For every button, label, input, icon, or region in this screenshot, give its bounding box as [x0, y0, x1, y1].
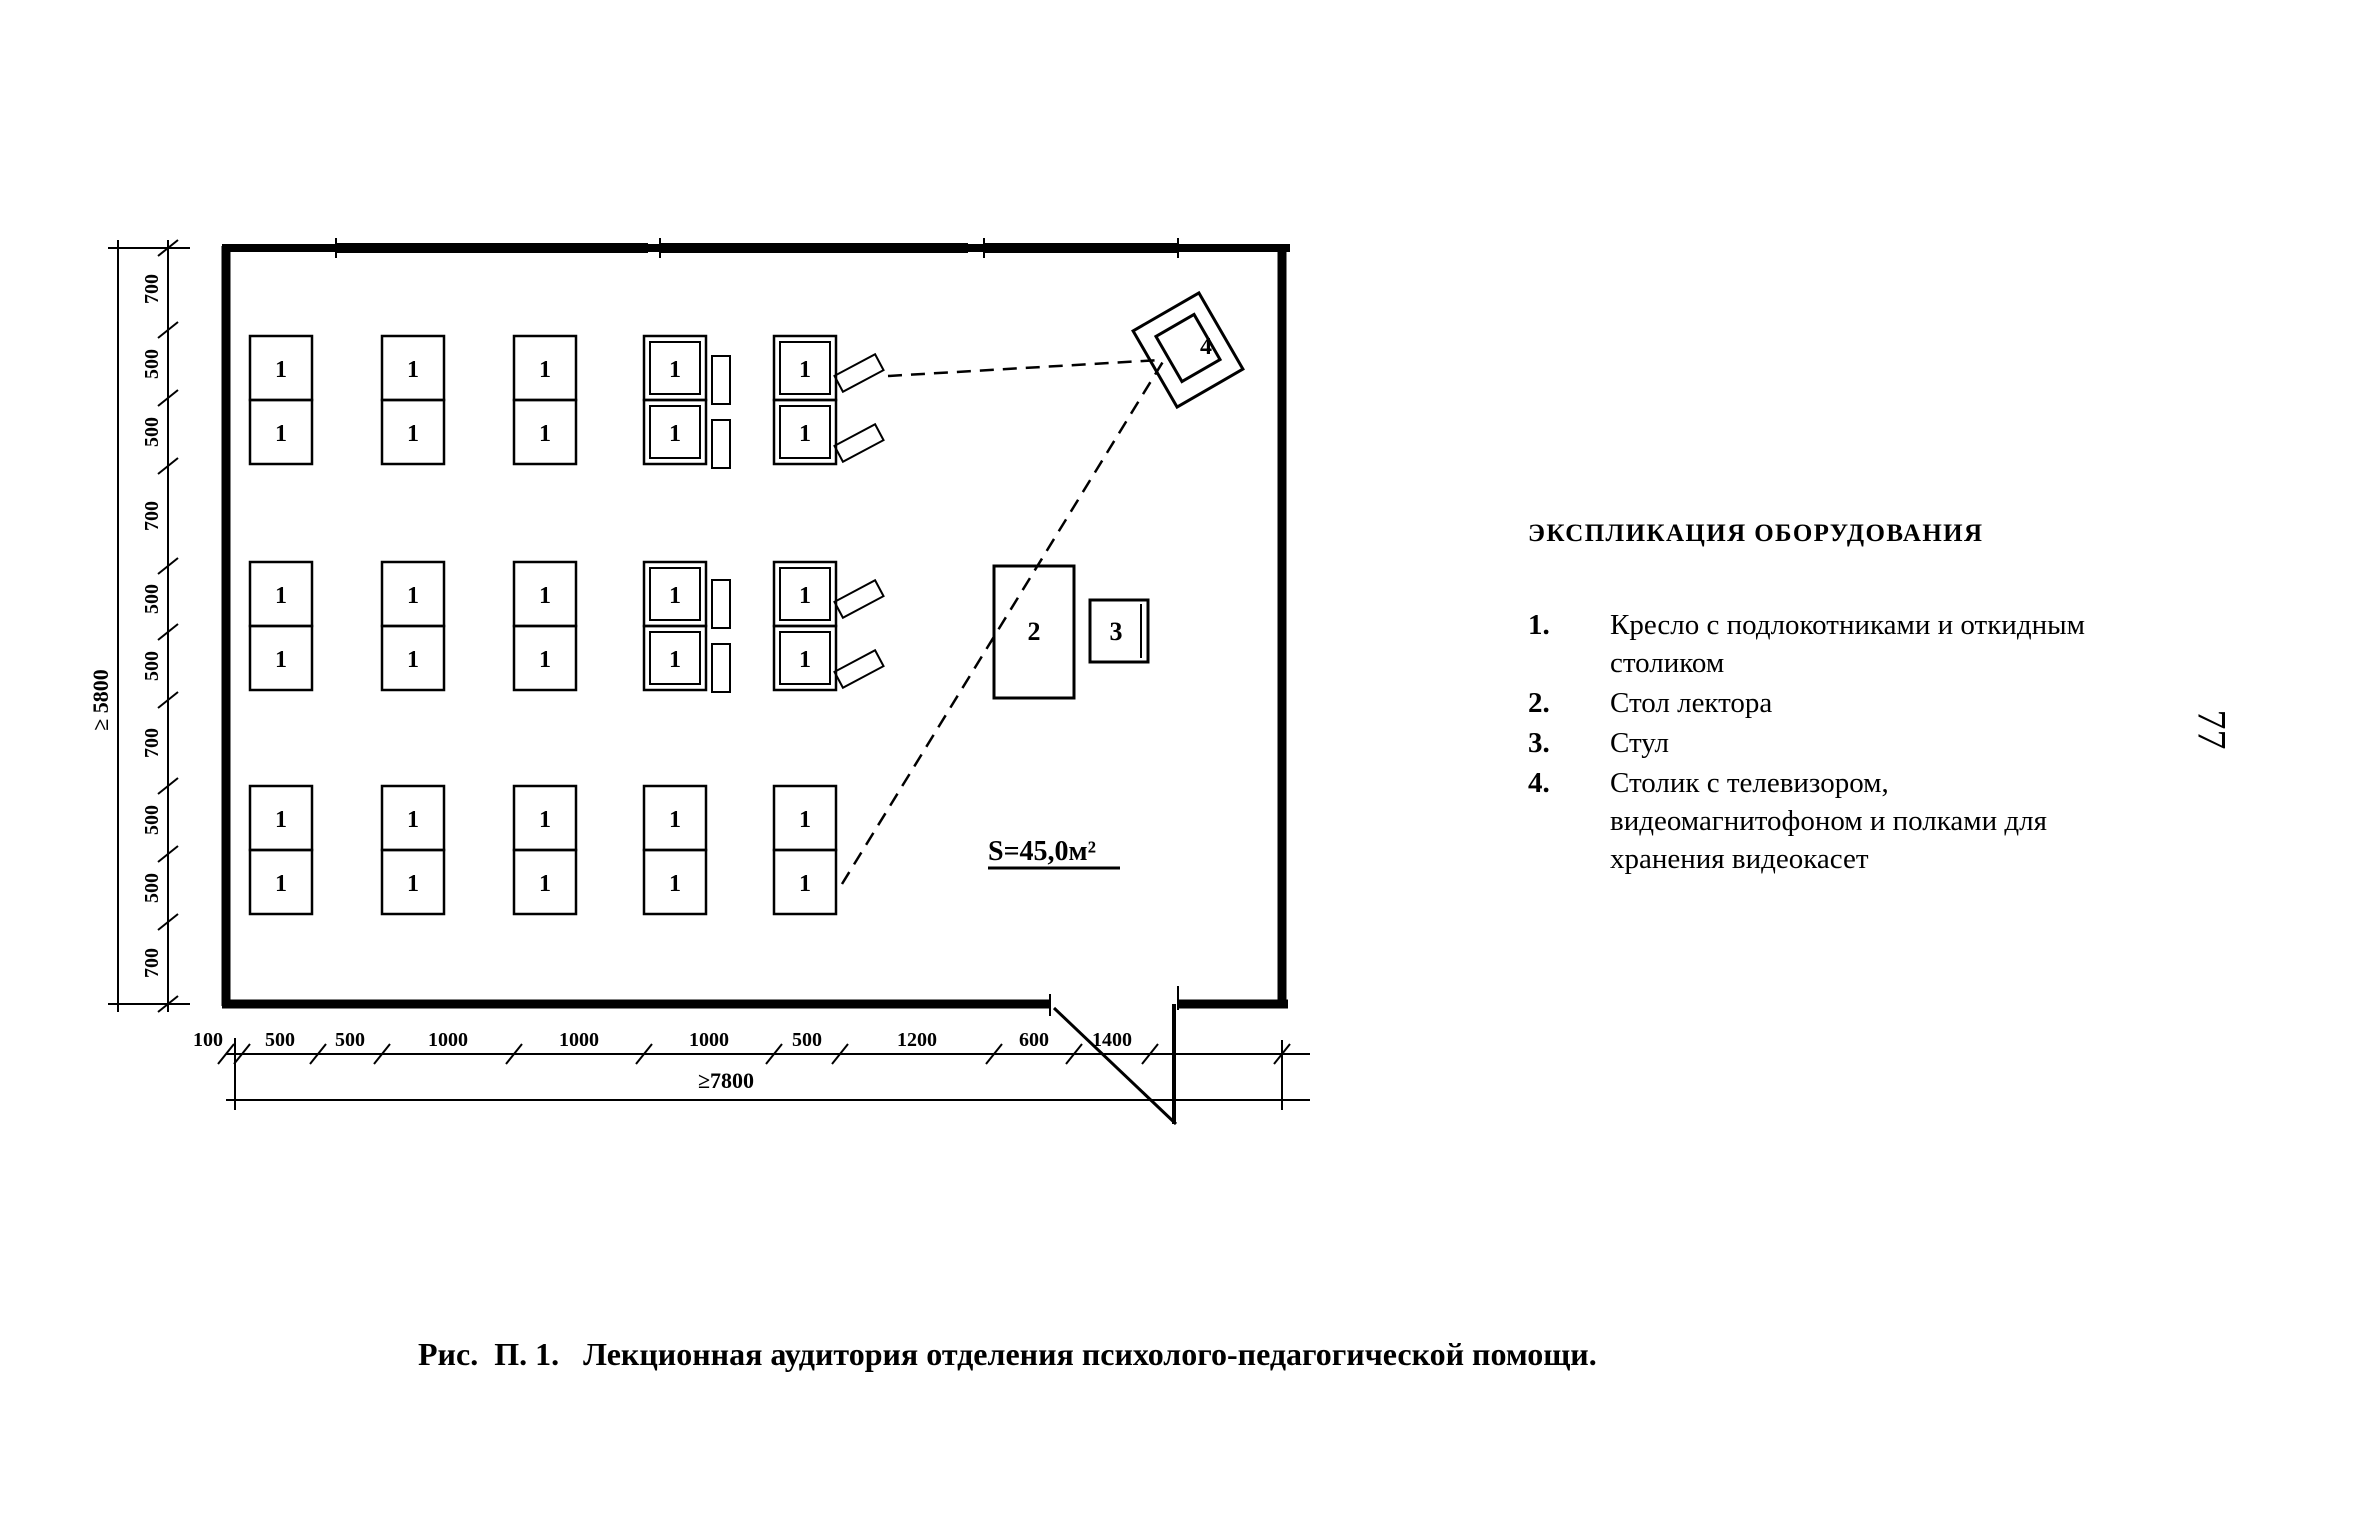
seat-label: 1: [669, 357, 681, 383]
dim-vertical-label: 500: [141, 349, 163, 379]
dim-horizontal-label: 500: [792, 1029, 822, 1051]
dim-horizontal-label: 500: [265, 1029, 295, 1051]
legend-item-number: 1.: [1528, 609, 1550, 641]
seat: [250, 562, 312, 626]
floor-plan: [0, 0, 1360, 1160]
seat-label: 1: [275, 647, 287, 673]
dim-left-total: ≥ 5800: [88, 669, 113, 731]
seat: [382, 562, 444, 626]
seat: [250, 400, 312, 464]
seat-label: 1: [275, 583, 287, 609]
dim-bottom-total: ≥7800: [697, 1068, 755, 1093]
legend-item-number: 2.: [1528, 687, 1550, 719]
seat: [774, 786, 836, 850]
seat-label: 1: [799, 421, 811, 447]
seat-label: 1: [539, 871, 551, 897]
legend-title: ЭКСПЛИКАЦИЯ ОБОРУДОВАНИЯ: [1528, 520, 1984, 547]
legend-item-number: 4.: [1528, 767, 1550, 799]
dim-vertical-label: 700: [141, 501, 163, 531]
seat: [382, 626, 444, 690]
seat-label: 1: [799, 583, 811, 609]
seat: [514, 400, 576, 464]
legend-item: [1528, 764, 2128, 878]
seat-label: 1: [275, 807, 287, 833]
seat: [644, 562, 706, 626]
seat-label: 1: [799, 871, 811, 897]
figure-caption: Рис. П. 1. Лекционная аудитория отделения психолого-педагогической помощи.: [418, 1336, 1597, 1372]
legend-item: [1528, 684, 2128, 722]
dim-vertical-label: 500: [141, 805, 163, 835]
seat: [250, 850, 312, 914]
seat-label: 1: [669, 421, 681, 447]
seat-label: 1: [539, 357, 551, 383]
legend-item-text: Кресло с подлокотниками и откидным столиком: [1610, 609, 2085, 679]
seat-label: 1: [407, 357, 419, 383]
dim-horizontal-label: 1000: [559, 1029, 599, 1051]
seat-label: 1: [275, 421, 287, 447]
seat-label: 1: [799, 647, 811, 673]
seat: [382, 336, 444, 400]
dim-horizontal-label: 100: [193, 1029, 223, 1051]
seat: [644, 786, 706, 850]
seat: [644, 336, 706, 400]
seat: [250, 626, 312, 690]
desk-label: 2: [1027, 617, 1041, 646]
seat: [382, 850, 444, 914]
seat: [644, 626, 706, 690]
seat: [774, 400, 836, 464]
dim-horizontal-label: 600: [1019, 1029, 1049, 1051]
dim-vertical-label: 500: [141, 584, 163, 614]
legend-list: [1528, 606, 2128, 878]
equipment-legend: [1528, 520, 2128, 880]
seat: [250, 786, 312, 850]
dim-horizontal-label: 500: [335, 1029, 365, 1051]
svg-text:S=45,0м²: S=45,0м²: [988, 836, 1096, 867]
dim-horizontal-label: 1000: [689, 1029, 729, 1051]
seat-label: 1: [669, 871, 681, 897]
seat: [382, 786, 444, 850]
seat-label: 1: [407, 421, 419, 447]
page-number: 77: [2189, 709, 2235, 750]
legend-item-text: Столик с телевизором, видеомагнитофоном и полками для хранения видеокасет: [1610, 767, 2047, 875]
tv-label: 4: [1200, 334, 1212, 360]
seat: [514, 562, 576, 626]
seat-label: 1: [539, 421, 551, 447]
side-tables: [712, 354, 884, 692]
seat: [250, 336, 312, 400]
dim-vertical-label: 700: [141, 728, 163, 758]
legend-item-text: Стул: [1610, 727, 1669, 759]
seat-label: 1: [275, 357, 287, 383]
dim-vertical-label: 500: [141, 417, 163, 447]
seat-label: 1: [539, 647, 551, 673]
legend-item: [1528, 724, 2128, 762]
seat-blocks: [250, 336, 836, 914]
dim-horizontal-label: 1000: [428, 1029, 468, 1051]
dim-vertical-label: 500: [141, 651, 163, 681]
vertical-dimension-labels: [141, 274, 163, 978]
seat-label: 1: [407, 871, 419, 897]
dim-vertical-label: 700: [141, 948, 163, 978]
seat-label: 1: [407, 807, 419, 833]
dim-horizontal-label: 1200: [897, 1029, 937, 1051]
seat-label: 1: [275, 871, 287, 897]
seat: [774, 626, 836, 690]
area-label: [988, 836, 1120, 868]
seat: [514, 850, 576, 914]
seat-label: 1: [407, 583, 419, 609]
horizontal-dimension-labels: [193, 1029, 1132, 1051]
seat-label: 1: [669, 583, 681, 609]
seat-label: 1: [669, 807, 681, 833]
legend-item-number: 3.: [1528, 727, 1550, 759]
seat-label: 1: [799, 357, 811, 383]
lecturer-desk: [994, 566, 1074, 698]
dim-vertical-label: 700: [141, 274, 163, 304]
horizontal-dimensions: [218, 1038, 1310, 1110]
chair: [1090, 600, 1148, 662]
seat: [774, 562, 836, 626]
seat-label: 1: [407, 647, 419, 673]
seat: [644, 850, 706, 914]
chair-label: 3: [1109, 617, 1123, 646]
seat: [774, 336, 836, 400]
seat: [644, 400, 706, 464]
dim-horizontal-label: 1400: [1092, 1029, 1132, 1051]
seat: [514, 626, 576, 690]
seat-label: 1: [669, 647, 681, 673]
seat-label: 1: [799, 807, 811, 833]
seat-label: 1: [539, 807, 551, 833]
seat: [774, 850, 836, 914]
tv-stand: [1133, 293, 1243, 407]
legend-item: [1528, 606, 2128, 682]
seat-label: 1: [539, 583, 551, 609]
dim-vertical-label: 500: [141, 873, 163, 903]
legend-item-text: Стол лектора: [1610, 687, 1773, 719]
seat: [514, 786, 576, 850]
seat: [514, 336, 576, 400]
seat: [382, 400, 444, 464]
